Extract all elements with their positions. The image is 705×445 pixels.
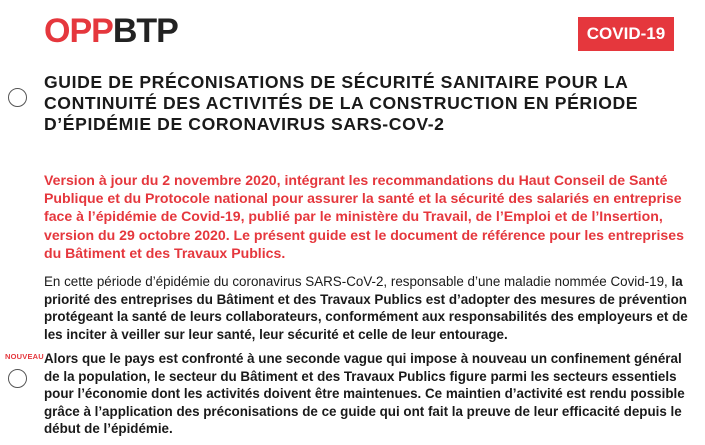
page-title: GUIDE DE PRÉCONISATIONS DE SÉCURITÉ SANITAIRE POUR LA CONTINUITÉ DES ACTIVITÉS DE LA CONSTRUCTION EN PÉRIODE D’ÉPIDÉMIE DE CORONAVIRUS SARS-COV-2 [44,72,639,134]
paragraph-priority [44,273,699,343]
oppbtp-logo [44,12,178,50]
title-radio-circle[interactable] [8,88,27,107]
paragraph-second-wave: Alors que le pays est confronté à une seconde vague qui impose à nouveau un confinement général de la population, le secteur du Bâtiment et des Travaux Publics figure parmi les secteurs essentiels pour l’économie dont les activités doivent être maintenues. Ce maintien d’activité est rendu possible grâce à l’application des préconisations de ce guide qui ont fait la preuve de leur efficacité depuis le début de l’épidémie. [44,351,685,437]
nouveau-badge: NOUVEAU [5,352,44,361]
covid-badge: COVID-19 [578,17,674,51]
version-intro: Version à jour du 2 novembre 2020, intégrant les recommandations du Haut Conseil de Santé Publique et du Protocole national pour assurer la santé et la sécurité des salariés en entreprise face à l’épidémie de Covid-19, publié par le ministère du Travail, de l’Emploi et de l’Insertion, version du 29 octobre 2020. Le présent guide est le document de référence pour les entreprises du Bâtiment et des Travaux Publics. [44,172,684,261]
logo-btp: BTP [112,12,178,50]
logo-opp: OPP [44,12,113,50]
paragraph-priority-normal: En cette période d’épidémie du coronavirus SARS-CoV-2, responsable d’une maladie nommée Covid-19, [44,274,672,289]
nouveau-radio-circle[interactable] [8,369,27,388]
paragraph-priority-bold: la priorité des entreprises du Bâtiment et des Travaux Publics est d’adopter des mesures de prévention protégeant la santé de leurs collaborateurs, conformément aux responsabilités des employeurs et de les inciter à veiller sur leur santé, leur sécurité et celle de leur entourage. [44,274,688,342]
